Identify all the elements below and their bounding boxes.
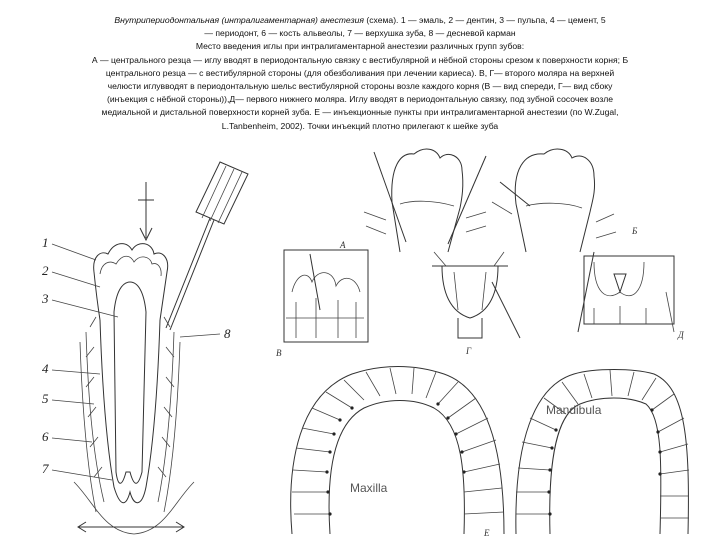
caption-line-9: L.Tanbenheim, 2002). Точки инъекций плотно прилегают к шейке зуба [221, 120, 499, 131]
panel-e-dental-arches [291, 367, 689, 539]
maxilla-teeth [292, 368, 504, 514]
panel-letter-v: В [276, 348, 282, 358]
mandibula-label: Mandibula [546, 403, 602, 417]
injection-points [325, 402, 661, 515]
panel-letter-g: Г [466, 346, 472, 356]
caption-line-3: Место введения иглы при интралигаментарной анестезии различных групп зубов: [195, 41, 525, 52]
alveolar-bone [80, 317, 180, 512]
panel-v [276, 250, 368, 358]
tooth-cross-section [52, 162, 248, 534]
caption-title: Внутрипериодонтальная (интралигаментарная) анестезия [114, 15, 364, 25]
panel-b [492, 149, 638, 252]
panel-a [339, 149, 486, 252]
label-1: 1 [42, 235, 49, 250]
caption-line-1 [40, 14, 680, 27]
label-4: 4 [42, 361, 49, 376]
panel-g [432, 252, 520, 356]
caption-line-7: (инъекция с нёбной стороны)),Д— первого нижнего моляра. Иглу вводят в периодонтальную связку, под зубной сосочек возле [106, 94, 614, 105]
figure-caption [40, 14, 680, 133]
panel-letter-e: Е [484, 528, 490, 538]
anesthesia-illustration [34, 142, 694, 540]
panel-d [578, 252, 685, 340]
label-8: 8 [224, 326, 231, 341]
illustration-svg [34, 142, 694, 540]
caption-line-4: А — центрального резца — иглу вводят в периодонтальную связку с вестибулярной и нёбной стороны срезом к поверхности корня; Б [91, 54, 629, 65]
label-5: 5 [42, 391, 49, 406]
label-3: 3 [42, 291, 49, 306]
panel-letter-b: Б [632, 226, 638, 236]
maxilla-label: Maxilla [350, 481, 388, 495]
label-6: 6 [42, 429, 49, 444]
caption-line-8: медиальной и дистальной поверхности корней зуба. Е — инъекционные пункты при интралигаментарной анестезии (по W.Zugal, [101, 107, 619, 118]
caption-line-6: челюсти иглувводят в периодонтальную шельс вестибулярной стороны возле каждого корня (В — вид спереди, Г— вид сбоку [107, 81, 613, 92]
label-2: 2 [42, 263, 49, 278]
caption-line-2: — периодонт, 6 — кость альвеолы, 7 — верхушка зуба, 8 — десневой карман [204, 28, 516, 39]
caption-line-5: центрального резца — с вестибулярной стороны (для обезболивания при лечении кариеса). В, Г— второго моляра на верхней [105, 67, 615, 78]
panel-letter-a: А [340, 240, 346, 250]
caption-title-tail: (схема). 1 — эмаль, 2 — дентин, 3 — пульпа, 4 — цемент, 5 [363, 15, 606, 25]
panel-letter-d: Д [678, 330, 684, 340]
label-7: 7 [42, 461, 49, 476]
syringe [166, 162, 248, 330]
mandibula-teeth [516, 370, 689, 518]
